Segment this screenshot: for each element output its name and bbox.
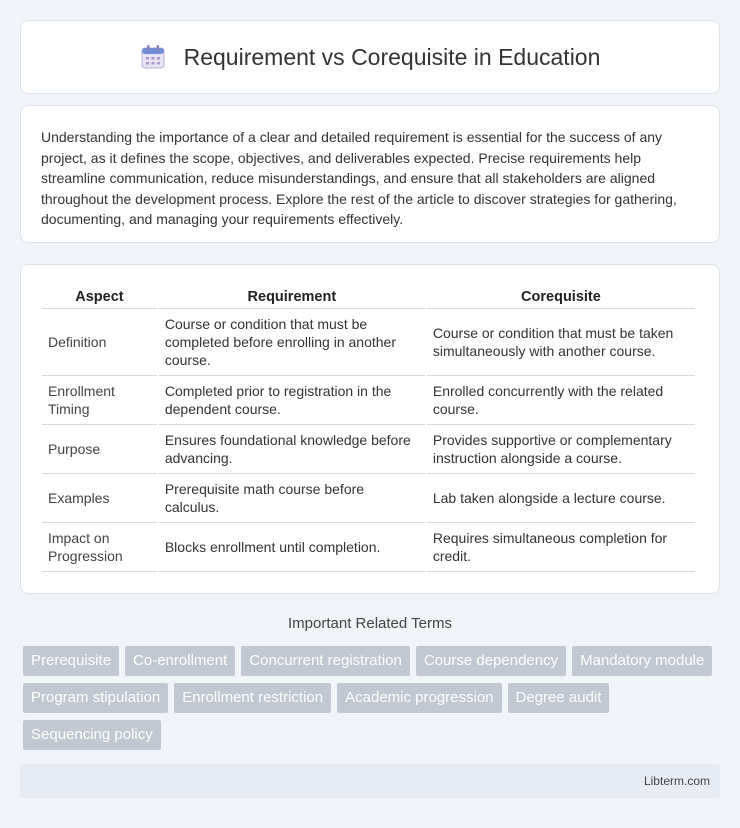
related-term-tag[interactable]: Prerequisite [23,646,119,676]
calendar-icon [140,44,166,70]
footer-brand-link[interactable]: Libterm.com [643,774,710,788]
table-header-row [42,285,695,309]
table-cell: Definition [42,309,157,376]
related-term-tag[interactable]: Course dependency [416,646,566,676]
table-row [42,376,695,425]
related-terms-list [23,646,723,750]
related-term-tag[interactable]: Co-enrollment [125,646,235,676]
related-term-tag[interactable]: Program stipulation [23,683,168,713]
column-header: Corequisite [427,285,695,309]
table-row [42,425,695,474]
table-cell: Purpose [42,425,157,474]
table-row [42,523,695,572]
intro-text: Understanding the importance of a clear and detailed requirement is essential for the success of any project, as it defines the scope, objectives, and deliverables expected. Precise requirements help streamline communication, reduce misunderstandings, and ensure that all stakeholders are aligned throughout the development process. Explore the rest of the article to discover strategies for gathering, documenting, and managing your requirements effectively. [41,129,677,228]
page-title: Requirement vs Corequisite in Education [183,43,601,70]
column-header: Requirement [159,285,425,309]
related-term-tag[interactable]: Degree audit [508,683,610,713]
related-term-tag[interactable]: Concurrent registration [241,646,410,676]
related-terms-title: Important Related Terms [288,615,452,632]
related-term-tag[interactable]: Mandatory module [572,646,712,676]
table-cell: Requires simultaneous completion for credit. [427,523,695,572]
column-header: Aspect [42,285,157,309]
footer [20,764,720,798]
table-row [42,474,695,523]
table-cell: Course or condition that must be taken simultaneously with another course. [427,309,695,376]
table-cell: Provides supportive or complementary instruction alongside a course. [427,425,695,474]
related-term-tag[interactable]: Sequencing policy [23,720,161,750]
table-cell: Enrolled concurrently with the related course. [427,376,695,425]
table-cell: Prerequisite math course before calculus. [159,474,425,523]
table-cell: Impact on Progression [42,523,157,572]
table-cell: Ensures foundational knowledge before advancing. [159,425,425,474]
table-cell: Examples [42,474,157,523]
table-cell: Course or condition that must be completed before enrolling in another course. [159,309,425,376]
table-cell: Blocks enrollment until completion. [159,523,425,572]
related-term-tag[interactable]: Enrollment restriction [174,683,331,713]
intro-card [20,105,720,243]
related-term-tag[interactable]: Academic progression [337,683,501,713]
header-card [20,20,720,94]
comparison-card [20,264,720,594]
comparison-table [40,285,697,572]
table-cell: Enrollment Timing [42,376,157,425]
table-row [42,309,695,376]
table-cell: Completed prior to registration in the dependent course. [159,376,425,425]
table-cell: Lab taken alongside a lecture course. [427,474,695,523]
